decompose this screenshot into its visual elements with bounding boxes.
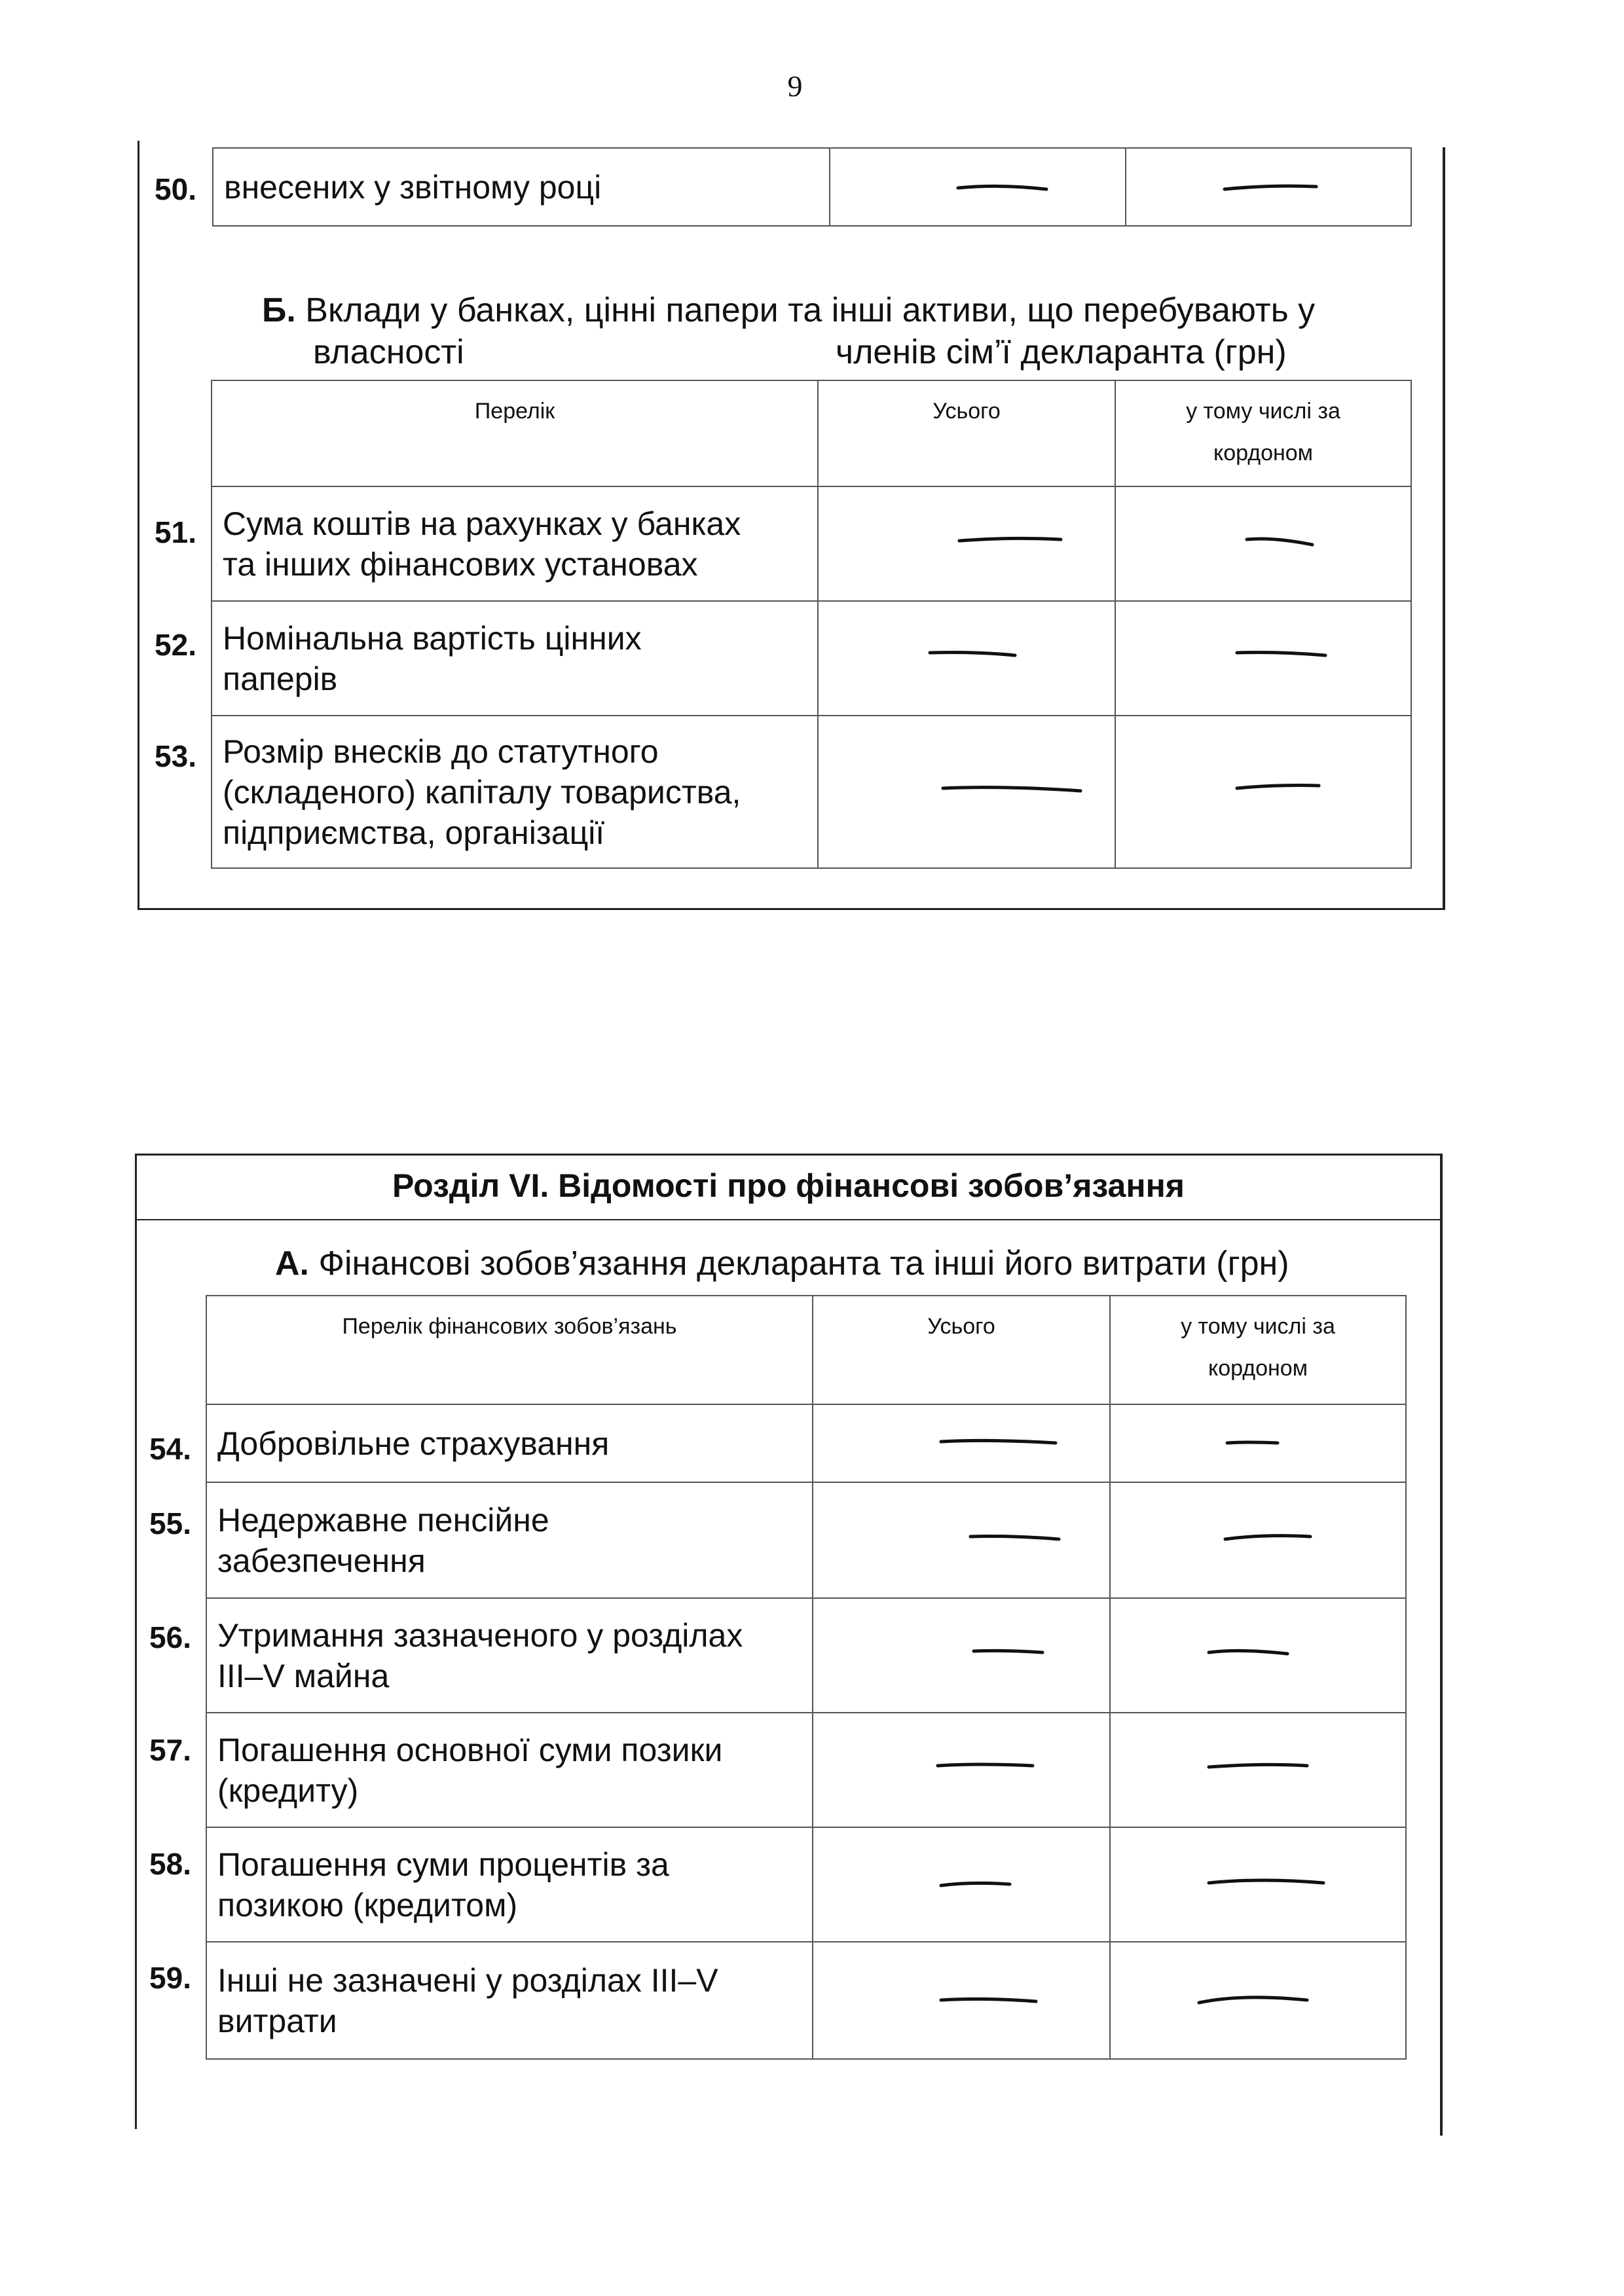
section-6a-heading (275, 1244, 1428, 1283)
table-row: Утримання зазначеного у розділах III–V майна (206, 1598, 1406, 1713)
table-row: Розмір внесків до статутного (складеного) капіталу товариства, підприємства, організації (212, 716, 1411, 868)
total-cell (818, 716, 1115, 868)
row-number: 53. (155, 739, 196, 773)
row-number: 55. (149, 1506, 191, 1540)
table-row: Добровільне страхування (206, 1404, 1406, 1482)
abroad-cell (1110, 1827, 1406, 1942)
upper-frame-right (1443, 147, 1445, 910)
obligations-table (206, 1295, 1407, 2060)
abroad-cell (1110, 1713, 1406, 1827)
row-50-table (212, 147, 1412, 227)
heading-text: Фінансові зобов’язання декларанта та інші його витрати (грн) (318, 1245, 1289, 1283)
dash-mark (813, 1405, 1109, 1478)
table-row: Погашення суми процентів за позикою (кредитом) (206, 1827, 1406, 1942)
heading-line-2a: власності (313, 333, 464, 371)
dash-mark (819, 602, 1115, 712)
row-number: 59. (149, 1961, 191, 1995)
total-cell (818, 601, 1115, 716)
heading-line-1: Вклади у банках, цінні папери та інші активи, що перебувають у (305, 291, 1316, 329)
dash-mark (1111, 1713, 1405, 1823)
dash-mark (1111, 1599, 1405, 1709)
dash-mark (1111, 1405, 1405, 1478)
col-header-abroad: у тому числі за кордоном (1110, 1296, 1406, 1404)
heading-line-2b: членів сім’ї декларанта (грн) (836, 333, 1287, 371)
dash-mark (813, 1599, 1109, 1709)
dash-mark (1111, 1483, 1405, 1594)
row-label: внесених у звітному році (224, 168, 602, 206)
table-row: Інші не зазначені у розділах III–V витрати (206, 1942, 1406, 2059)
col-header-total: Усього (813, 1296, 1110, 1404)
row-number: 52. (155, 628, 196, 662)
total-cell (813, 1827, 1110, 1942)
lower-frame-right (1440, 1154, 1443, 2136)
dash-mark (813, 1942, 1109, 2055)
dash-mark (1116, 487, 1411, 597)
row-number: 56. (149, 1620, 191, 1654)
total-cell (813, 1942, 1110, 2059)
dash-mark (819, 716, 1115, 864)
upper-frame-bottom (138, 908, 1445, 910)
dash-mark (819, 487, 1115, 597)
abroad-cell (1115, 601, 1411, 716)
dash-mark (1116, 716, 1411, 864)
row-number: 58. (149, 1847, 191, 1881)
total-cell (813, 1482, 1110, 1598)
total-cell (813, 1598, 1110, 1713)
dash-mark (813, 1483, 1109, 1594)
dash-mark (1111, 1828, 1405, 1938)
total-cell (813, 1404, 1110, 1482)
table-row: Недержавне пенсійне забезпечення (206, 1482, 1406, 1598)
abroad-cell (1115, 486, 1411, 601)
row-number: 54. (149, 1432, 191, 1466)
table-row: Погашення основної суми позики (кредиту) (206, 1713, 1406, 1827)
section-5b-heading (262, 291, 1408, 330)
title-divider (135, 1219, 1442, 1220)
section-6-title: Розділ VI. Відомості про фінансові зобов’язання (392, 1167, 1185, 1204)
abroad-cell (1110, 1482, 1406, 1598)
abroad-cell (1115, 716, 1411, 868)
total-cell (813, 1713, 1110, 1827)
col-header-total: Усього (818, 380, 1115, 486)
total-cell (818, 486, 1115, 601)
total-cell (830, 148, 1126, 226)
row-number: 57. (149, 1733, 191, 1767)
abroad-cell (1110, 1404, 1406, 1482)
abroad-cell (1110, 1942, 1406, 2059)
lower-frame-top (135, 1154, 1442, 1156)
dash-mark (1111, 1942, 1405, 2055)
table-row: Сума коштів на рахунках у банках та інших фінансових установах (212, 486, 1411, 601)
col-header-abroad: у тому числі за кордоном (1115, 380, 1411, 486)
abroad-cell (1110, 1598, 1406, 1713)
dash-mark (813, 1713, 1109, 1823)
col-header-list: Перелік (212, 380, 818, 486)
dash-mark (830, 149, 1125, 222)
assets-table (211, 380, 1412, 869)
heading-letter: А. (275, 1245, 309, 1283)
table-row: Номінальна вартість цінних паперів (212, 601, 1411, 716)
dash-mark (813, 1828, 1109, 1938)
dash-mark (1126, 149, 1421, 222)
col-header-list: Перелік фінансових зобов’язань (206, 1296, 813, 1404)
row-number: 50. (155, 172, 196, 206)
dash-mark (1116, 602, 1411, 712)
page-number: 9 (787, 69, 803, 103)
heading-letter: Б. (262, 291, 296, 329)
row-number: 51. (155, 515, 196, 549)
abroad-cell (1126, 148, 1411, 226)
